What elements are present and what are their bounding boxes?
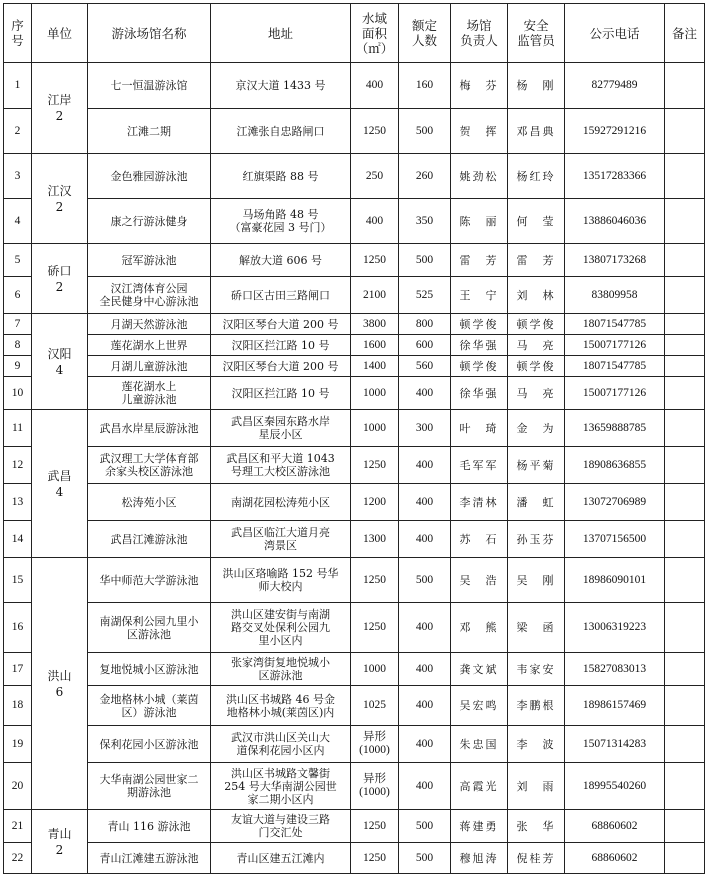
row-number-cell: 15 xyxy=(4,558,32,603)
public-phone-cell: 18986157469 xyxy=(565,686,665,726)
remarks-cell xyxy=(665,653,705,686)
table-row xyxy=(4,154,705,199)
public-phone-cell: 13072706989 xyxy=(565,484,665,521)
table-row xyxy=(4,109,705,154)
water-area-cell: 1600 xyxy=(351,335,399,356)
venue-manager-cell: 李清林 xyxy=(451,484,508,521)
rated-capacity-cell: 500 xyxy=(399,843,451,874)
remarks-cell xyxy=(665,810,705,843)
remarks-cell xyxy=(665,686,705,726)
venue-name-cell: 武昌江滩游泳池 xyxy=(88,521,211,558)
address-cell: 洪山区书城路 46 号金 地格林小城(莱茵区)内 xyxy=(211,686,351,726)
venue-name-cell: 金地格林小城（莱茵 区）游泳池 xyxy=(88,686,211,726)
venue-manager-cell: 苏 石 xyxy=(451,521,508,558)
rated-capacity-cell: 800 xyxy=(399,314,451,335)
public-phone-cell: 15007177126 xyxy=(565,377,665,410)
water-area-cell: 1250 xyxy=(351,447,399,484)
address-cell: 友谊大道与建设三路 门交汇处 xyxy=(211,810,351,843)
remarks-cell xyxy=(665,335,705,356)
water-area-cell: 1000 xyxy=(351,410,399,447)
address-cell: 武汉市洪山区关山大 道保利花园小区内 xyxy=(211,726,351,763)
remarks-cell xyxy=(665,377,705,410)
unit-cell: 江岸 2 xyxy=(32,63,88,154)
water-area-cell: 1250 xyxy=(351,558,399,603)
row-number-cell: 4 xyxy=(4,199,32,244)
water-area-cell: 400 xyxy=(351,199,399,244)
remarks-cell xyxy=(665,843,705,874)
venue-manager-cell: 龚文斌 xyxy=(451,653,508,686)
venue-manager-cell: 王 宁 xyxy=(451,277,508,314)
venue-manager-cell: 雷 芳 xyxy=(451,244,508,277)
water-area-cell: 1250 xyxy=(351,244,399,277)
address-cell: 青山区建五江滩内 xyxy=(211,843,351,874)
address-cell: 南湖花园松涛苑小区 xyxy=(211,484,351,521)
address-cell: 汉阳区拦江路 10 号 xyxy=(211,335,351,356)
public-phone-cell: 13707156500 xyxy=(565,521,665,558)
header-cell: 单位 xyxy=(32,4,88,63)
unit-cell: 汉阳 4 xyxy=(32,314,88,410)
rated-capacity-cell: 600 xyxy=(399,335,451,356)
venue-manager-cell: 邓 熊 xyxy=(451,603,508,653)
rated-capacity-cell: 500 xyxy=(399,810,451,843)
header-cell: 安全 监管员 xyxy=(508,4,565,63)
safety-supervisor-cell: 顿学俊 xyxy=(508,314,565,335)
public-phone-cell: 15071314283 xyxy=(565,726,665,763)
public-phone-cell: 83809958 xyxy=(565,277,665,314)
water-area-cell: 1000 xyxy=(351,653,399,686)
safety-supervisor-cell: 韦家安 xyxy=(508,653,565,686)
water-area-cell: 400 xyxy=(351,63,399,109)
rated-capacity-cell: 400 xyxy=(399,686,451,726)
remarks-cell xyxy=(665,199,705,244)
water-area-cell: 3800 xyxy=(351,314,399,335)
safety-supervisor-cell: 梁 函 xyxy=(508,603,565,653)
table-row xyxy=(4,763,705,810)
rated-capacity-cell: 400 xyxy=(399,603,451,653)
safety-supervisor-cell: 倪桂芳 xyxy=(508,843,565,874)
public-phone-cell: 13886046036 xyxy=(565,199,665,244)
venue-name-cell: 汉江湾体育公园 全民健身中心游泳池 xyxy=(88,277,211,314)
remarks-cell xyxy=(665,521,705,558)
venue-manager-cell: 吴 浩 xyxy=(451,558,508,603)
table-row xyxy=(4,410,705,447)
remarks-cell xyxy=(665,726,705,763)
remarks-cell xyxy=(665,763,705,810)
venue-name-cell: 南湖保利公园九里小 区游泳池 xyxy=(88,603,211,653)
venue-name-cell: 华中师范大学游泳池 xyxy=(88,558,211,603)
public-phone-cell: 13006319223 xyxy=(565,603,665,653)
row-number-cell: 19 xyxy=(4,726,32,763)
address-cell: 洪山区珞喻路 152 号华 师大校内 xyxy=(211,558,351,603)
venue-manager-cell: 高霞光 xyxy=(451,763,508,810)
venue-name-cell: 月湖天然游泳池 xyxy=(88,314,211,335)
water-area-cell: 2100 xyxy=(351,277,399,314)
public-phone-cell: 15007177126 xyxy=(565,335,665,356)
remarks-cell xyxy=(665,410,705,447)
water-area-cell: 1250 xyxy=(351,603,399,653)
safety-supervisor-cell: 马 亮 xyxy=(508,377,565,410)
table-row xyxy=(4,726,705,763)
rated-capacity-cell: 400 xyxy=(399,377,451,410)
public-phone-cell: 15927291216 xyxy=(565,109,665,154)
public-phone-cell: 13517283366 xyxy=(565,154,665,199)
safety-supervisor-cell: 杨 刚 xyxy=(508,63,565,109)
header-cell: 场馆 负责人 xyxy=(451,4,508,63)
safety-supervisor-cell: 邓昌典 xyxy=(508,109,565,154)
venue-name-cell: 武汉理工大学体育部 余家头校区游泳池 xyxy=(88,447,211,484)
row-number-cell: 11 xyxy=(4,410,32,447)
remarks-cell xyxy=(665,314,705,335)
water-area-cell: 1400 xyxy=(351,356,399,377)
table-row xyxy=(4,653,705,686)
venue-manager-cell: 徐华强 xyxy=(451,335,508,356)
remarks-cell xyxy=(665,109,705,154)
address-cell: 武昌区临江大道月亮 湾景区 xyxy=(211,521,351,558)
table-row xyxy=(4,63,705,109)
row-number-cell: 7 xyxy=(4,314,32,335)
rated-capacity-cell: 260 xyxy=(399,154,451,199)
safety-supervisor-cell: 雷 芳 xyxy=(508,244,565,277)
venue-manager-cell: 梅 芬 xyxy=(451,63,508,109)
safety-supervisor-cell: 金 为 xyxy=(508,410,565,447)
row-number-cell: 10 xyxy=(4,377,32,410)
row-number-cell: 6 xyxy=(4,277,32,314)
rated-capacity-cell: 400 xyxy=(399,484,451,521)
pool-table xyxy=(3,3,705,874)
safety-supervisor-cell: 何 莹 xyxy=(508,199,565,244)
header-cell: 备注 xyxy=(665,4,705,63)
address-cell: 洪山区书城路文馨街 254 号大华南湖公园世 家二期小区内 xyxy=(211,763,351,810)
row-number-cell: 12 xyxy=(4,447,32,484)
public-phone-cell: 18071547785 xyxy=(565,314,665,335)
table-row xyxy=(4,335,705,356)
header-row xyxy=(4,4,705,63)
venue-manager-cell: 顿学俊 xyxy=(451,356,508,377)
rated-capacity-cell: 560 xyxy=(399,356,451,377)
venue-manager-cell: 穆旭涛 xyxy=(451,843,508,874)
address-cell: 汉阳区拦江路 10 号 xyxy=(211,377,351,410)
rated-capacity-cell: 400 xyxy=(399,653,451,686)
address-cell: 洪山区建安街与南湖 路交叉处保利公园九 里小区内 xyxy=(211,603,351,653)
public-phone-cell: 18986090101 xyxy=(565,558,665,603)
remarks-cell xyxy=(665,277,705,314)
table-row xyxy=(4,810,705,843)
unit-cell: 武昌 4 xyxy=(32,410,88,558)
venue-name-cell: 复地悦城小区游泳池 xyxy=(88,653,211,686)
table-row xyxy=(4,603,705,653)
table-body xyxy=(4,63,705,874)
rated-capacity-cell: 400 xyxy=(399,447,451,484)
rated-capacity-cell: 400 xyxy=(399,726,451,763)
public-phone-cell: 18995540260 xyxy=(565,763,665,810)
safety-supervisor-cell: 顿学俊 xyxy=(508,356,565,377)
venue-name-cell: 七一恒温游泳馆 xyxy=(88,63,211,109)
safety-supervisor-cell: 杨平菊 xyxy=(508,447,565,484)
venue-name-cell: 青山江滩建五游泳池 xyxy=(88,843,211,874)
safety-supervisor-cell: 李鹏根 xyxy=(508,686,565,726)
table-row xyxy=(4,277,705,314)
row-number-cell: 22 xyxy=(4,843,32,874)
venue-manager-cell: 朱忠国 xyxy=(451,726,508,763)
table-row xyxy=(4,377,705,410)
venue-manager-cell: 叶 琦 xyxy=(451,410,508,447)
venue-name-cell: 松涛苑小区 xyxy=(88,484,211,521)
venue-manager-cell: 蒋建勇 xyxy=(451,810,508,843)
safety-supervisor-cell: 刘 雨 xyxy=(508,763,565,810)
water-area-cell: 1025 xyxy=(351,686,399,726)
unit-cell: 硚口 2 xyxy=(32,244,88,314)
row-number-cell: 17 xyxy=(4,653,32,686)
remarks-cell xyxy=(665,603,705,653)
header-cell: 公示电话 xyxy=(565,4,665,63)
unit-cell: 青山 2 xyxy=(32,810,88,874)
water-area-cell: 250 xyxy=(351,154,399,199)
table-row xyxy=(4,447,705,484)
venue-name-cell: 莲花湖水上 儿童游泳池 xyxy=(88,377,211,410)
safety-supervisor-cell: 孙玉芬 xyxy=(508,521,565,558)
header-cell: 游泳场馆名称 xyxy=(88,4,211,63)
water-area-cell: 1250 xyxy=(351,810,399,843)
remarks-cell xyxy=(665,244,705,277)
safety-supervisor-cell: 张 华 xyxy=(508,810,565,843)
safety-supervisor-cell: 马 亮 xyxy=(508,335,565,356)
table-row xyxy=(4,558,705,603)
rated-capacity-cell: 500 xyxy=(399,244,451,277)
address-cell: 汉阳区琴台大道 200 号 xyxy=(211,356,351,377)
venue-manager-cell: 顿学俊 xyxy=(451,314,508,335)
venue-name-cell: 月湖儿童游泳池 xyxy=(88,356,211,377)
table-row xyxy=(4,484,705,521)
venue-name-cell: 江滩二期 xyxy=(88,109,211,154)
water-area-cell: 1250 xyxy=(351,843,399,874)
rated-capacity-cell: 400 xyxy=(399,763,451,810)
rated-capacity-cell: 500 xyxy=(399,558,451,603)
address-cell: 解放大道 606 号 xyxy=(211,244,351,277)
address-cell: 马场角路 48 号 （富豪花园 3 号门） xyxy=(211,199,351,244)
water-area-cell: 1000 xyxy=(351,377,399,410)
venue-manager-cell: 陈 丽 xyxy=(451,199,508,244)
table-row xyxy=(4,521,705,558)
table-row xyxy=(4,843,705,874)
public-phone-cell: 13659888785 xyxy=(565,410,665,447)
venue-name-cell: 莲花湖水上世界 xyxy=(88,335,211,356)
table-row xyxy=(4,199,705,244)
table-row xyxy=(4,686,705,726)
address-cell: 武昌区和平大道 1043 号理工大校区游泳池 xyxy=(211,447,351,484)
public-phone-cell: 15827083013 xyxy=(565,653,665,686)
header-cell: 水域 面积 （㎡） xyxy=(351,4,399,63)
address-cell: 汉阳区琴台大道 200 号 xyxy=(211,314,351,335)
address-cell: 硚口区古田三路闸口 xyxy=(211,277,351,314)
venue-manager-cell: 姚劲松 xyxy=(451,154,508,199)
safety-supervisor-cell: 李 波 xyxy=(508,726,565,763)
unit-cell: 洪山 6 xyxy=(32,558,88,810)
row-number-cell: 3 xyxy=(4,154,32,199)
address-cell: 江滩张自忠路闸口 xyxy=(211,109,351,154)
venue-name-cell: 大华南湖公园世家二 期游泳池 xyxy=(88,763,211,810)
address-cell: 红旗渠路 88 号 xyxy=(211,154,351,199)
safety-supervisor-cell: 刘 林 xyxy=(508,277,565,314)
remarks-cell xyxy=(665,154,705,199)
venue-name-cell: 武昌水岸星辰游泳池 xyxy=(88,410,211,447)
row-number-cell: 14 xyxy=(4,521,32,558)
water-area-cell: 1250 xyxy=(351,109,399,154)
public-phone-cell: 68860602 xyxy=(565,810,665,843)
header-cell: 额定 人数 xyxy=(399,4,451,63)
remarks-cell xyxy=(665,63,705,109)
rated-capacity-cell: 160 xyxy=(399,63,451,109)
unit-cell: 江汉 2 xyxy=(32,154,88,244)
rated-capacity-cell: 300 xyxy=(399,410,451,447)
water-area-cell: 1200 xyxy=(351,484,399,521)
safety-supervisor-cell: 吴 刚 xyxy=(508,558,565,603)
address-cell: 张家湾街复地悦城小 区游泳池 xyxy=(211,653,351,686)
venue-manager-cell: 毛军军 xyxy=(451,447,508,484)
rated-capacity-cell: 500 xyxy=(399,109,451,154)
public-phone-cell: 18071547785 xyxy=(565,356,665,377)
public-phone-cell: 82779489 xyxy=(565,63,665,109)
address-cell: 武昌区秦园东路水岸 星辰小区 xyxy=(211,410,351,447)
remarks-cell xyxy=(665,356,705,377)
row-number-cell: 13 xyxy=(4,484,32,521)
row-number-cell: 21 xyxy=(4,810,32,843)
safety-supervisor-cell: 潘 虹 xyxy=(508,484,565,521)
water-area-cell: 1300 xyxy=(351,521,399,558)
table-row xyxy=(4,356,705,377)
row-number-cell: 1 xyxy=(4,63,32,109)
venue-name-cell: 金色雅园游泳池 xyxy=(88,154,211,199)
rated-capacity-cell: 525 xyxy=(399,277,451,314)
venue-name-cell: 康之行游泳健身 xyxy=(88,199,211,244)
header-cell: 地址 xyxy=(211,4,351,63)
row-number-cell: 9 xyxy=(4,356,32,377)
venue-name-cell: 青山 116 游泳池 xyxy=(88,810,211,843)
row-number-cell: 20 xyxy=(4,763,32,810)
safety-supervisor-cell: 杨红玲 xyxy=(508,154,565,199)
remarks-cell xyxy=(665,447,705,484)
water-area-cell: 异形 (1000) xyxy=(351,726,399,763)
public-phone-cell: 13807173268 xyxy=(565,244,665,277)
row-number-cell: 5 xyxy=(4,244,32,277)
table-row xyxy=(4,314,705,335)
rated-capacity-cell: 400 xyxy=(399,521,451,558)
venue-manager-cell: 吴宏鸣 xyxy=(451,686,508,726)
remarks-cell xyxy=(665,484,705,521)
row-number-cell: 16 xyxy=(4,603,32,653)
table-row xyxy=(4,244,705,277)
water-area-cell: 异形 (1000) xyxy=(351,763,399,810)
venue-name-cell: 冠军游泳池 xyxy=(88,244,211,277)
header-cell: 序 号 xyxy=(4,4,32,63)
venue-manager-cell: 贺 挥 xyxy=(451,109,508,154)
public-phone-cell: 68860602 xyxy=(565,843,665,874)
row-number-cell: 18 xyxy=(4,686,32,726)
venue-name-cell: 保利花园小区游泳池 xyxy=(88,726,211,763)
row-number-cell: 2 xyxy=(4,109,32,154)
address-cell: 京汉大道 1433 号 xyxy=(211,63,351,109)
public-phone-cell: 18908636855 xyxy=(565,447,665,484)
venue-manager-cell: 徐华强 xyxy=(451,377,508,410)
rated-capacity-cell: 350 xyxy=(399,199,451,244)
remarks-cell xyxy=(665,558,705,603)
row-number-cell: 8 xyxy=(4,335,32,356)
